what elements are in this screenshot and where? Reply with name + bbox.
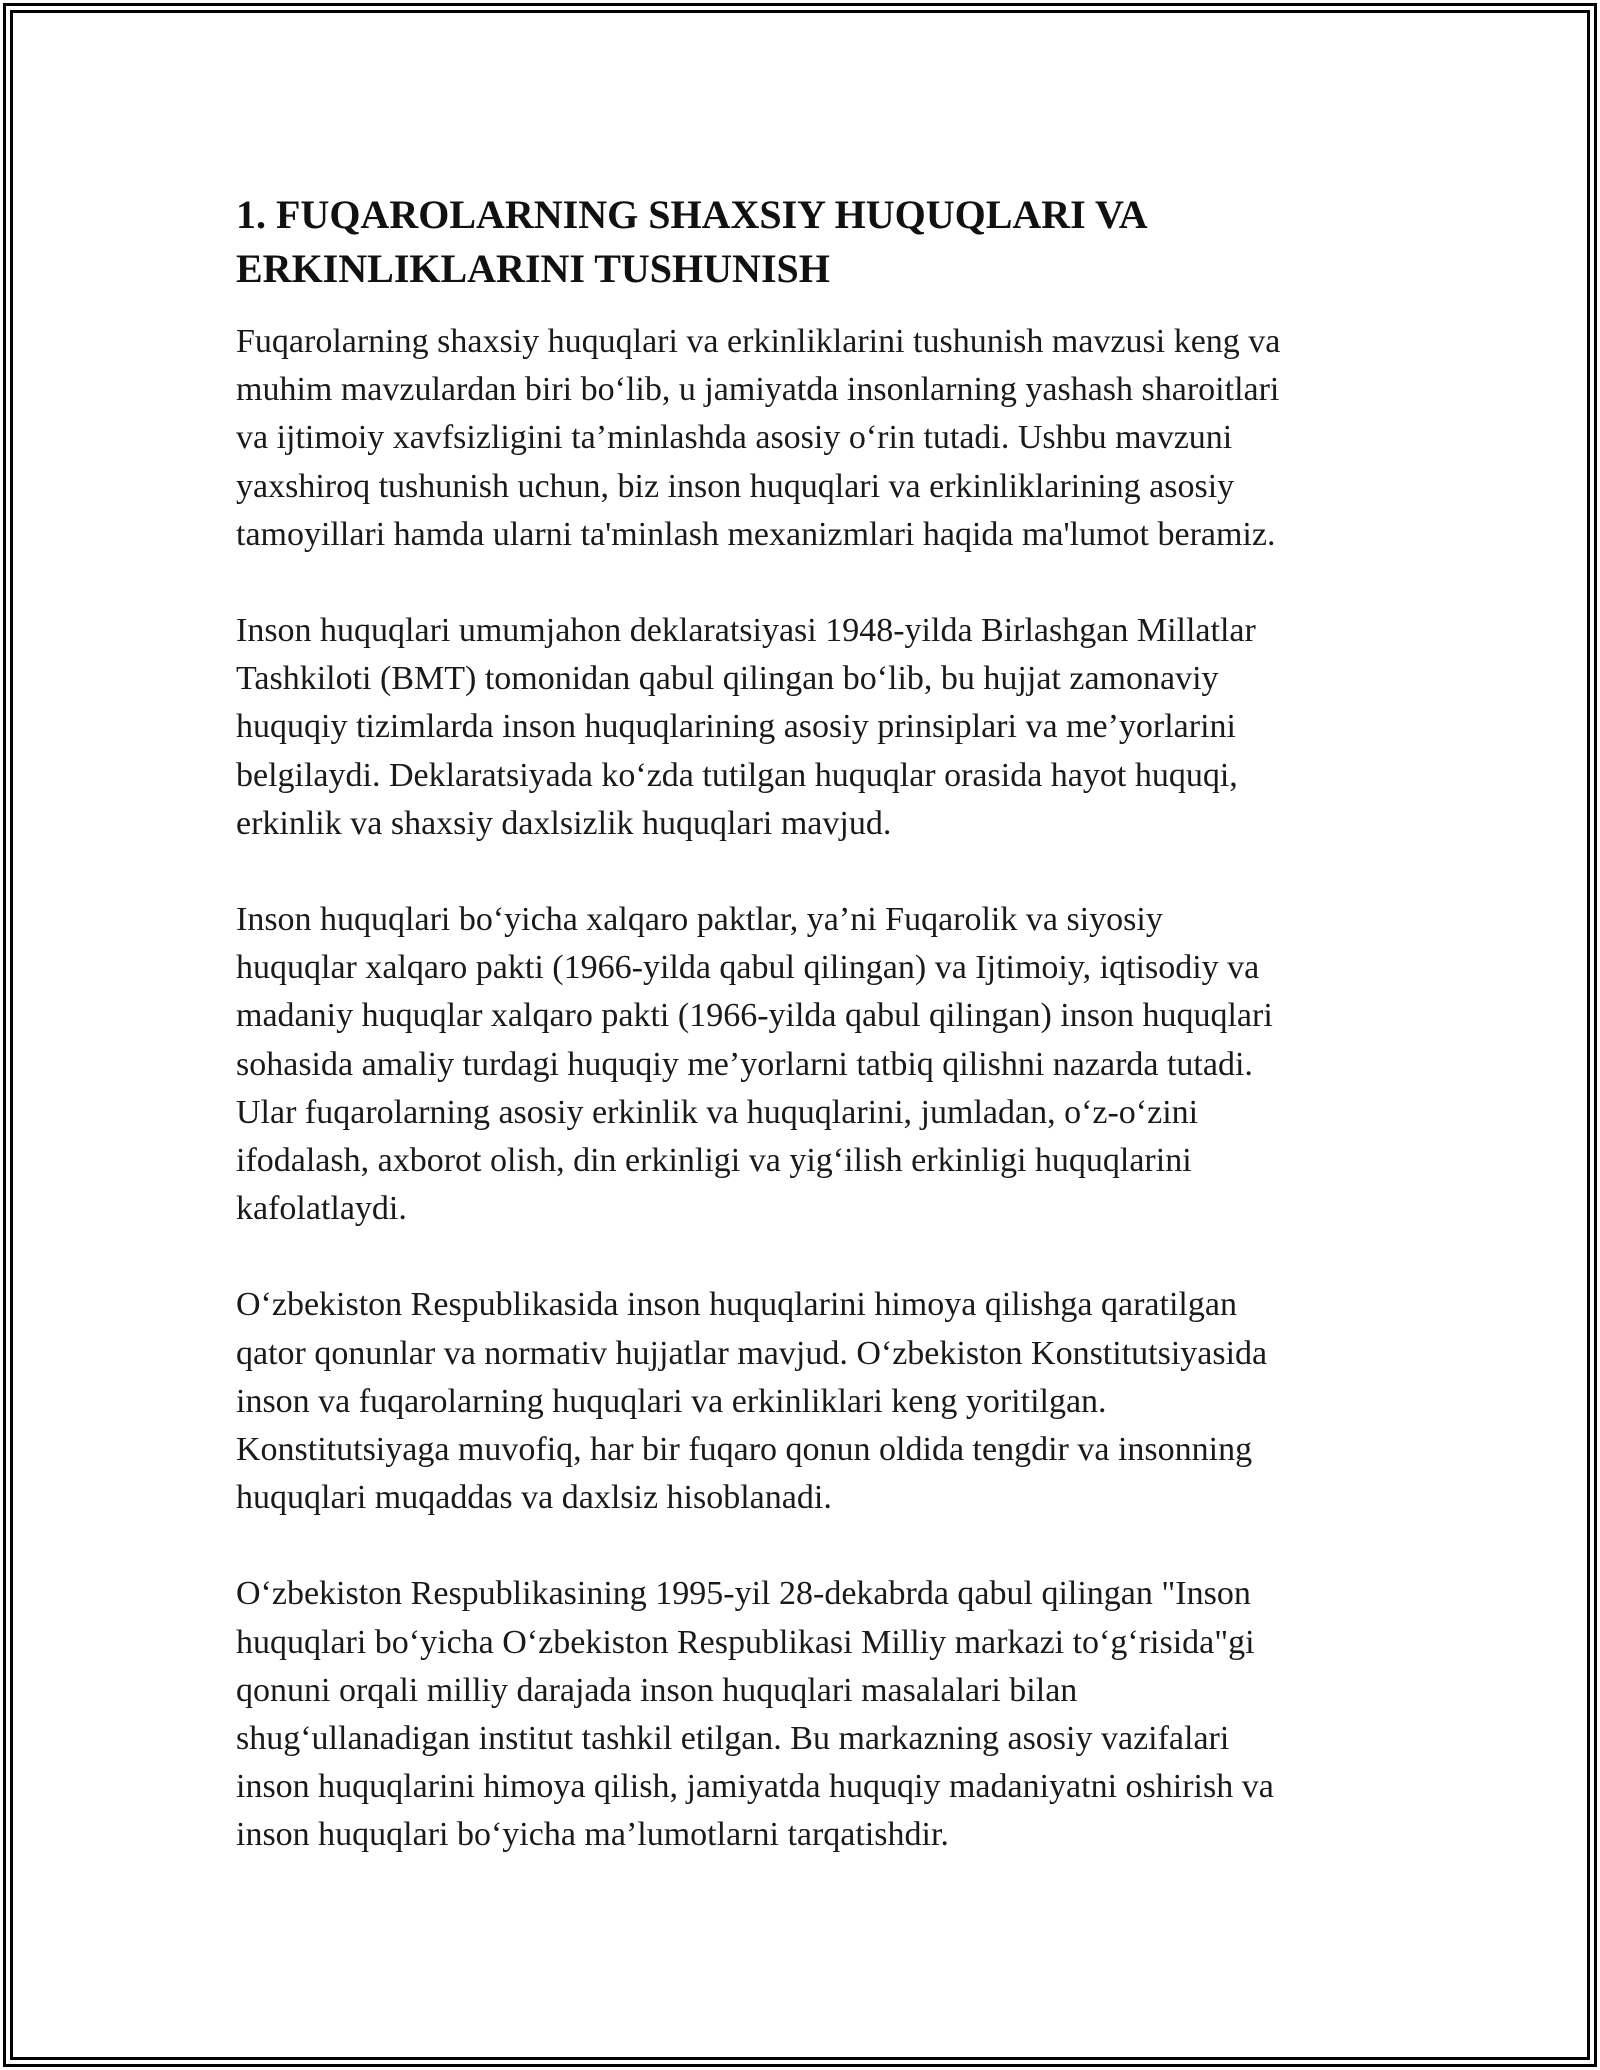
paragraph-line: va ijtimoiy xavfsizligini ta’minlashda asosiy o‘rin tutadi. Ushbu mavzuni bbox=[236, 419, 1233, 457]
paragraph-line: huquqiy tizimlarda inson huquqlarining asosiy prinsiplari va me’yorlarini bbox=[236, 708, 1236, 746]
paragraph-1 bbox=[236, 318, 1396, 559]
paragraph-line: erkinlik va shaxsiy daxlsizlik huquqlari mavjud. bbox=[236, 804, 892, 842]
paragraph-line: inson huquqlarini himoya qilish, jamiyatda huquqiy madaniyatni oshirish va bbox=[236, 1768, 1274, 1806]
paragraph-line: Inson huquqlari bo‘yicha xalqaro paktlar, ya’ni Fuqarolik va siyosiy bbox=[236, 901, 1163, 939]
paragraph-line: shug‘ullanadigan institut tashkil etilgan. Bu markazning asosiy vazifalari bbox=[236, 1720, 1230, 1758]
paragraph-line: kafolatlaydi. bbox=[236, 1190, 407, 1228]
paragraph-line: O‘zbekiston Respublikasida inson huquqlarini himoya qilishga qaratilgan bbox=[236, 1286, 1237, 1324]
paragraph-line: Fuqarolarning shaxsiy huquqlari va erkinliklarini tushunish mavzusi keng va bbox=[236, 323, 1281, 360]
heading-line-1: 1. FUQAROLARNING SHAXSIY HUQUQLARI VA bbox=[236, 192, 1148, 237]
paragraph-line: tamoyillari hamda ularni ta'minlash mexanizmlari haqida ma'lumot beramiz. bbox=[236, 515, 1276, 553]
paragraph-line: huquqlari muqaddas va daxlsiz hisoblanadi. bbox=[236, 1479, 832, 1517]
paragraph-line: belgilaydi. Deklaratsiyada ko‘zda tutilgan huquqlar orasida hayot huquqi, bbox=[236, 756, 1238, 794]
paragraph-line: qator qonunlar va normativ hujjatlar mavjud. O‘zbekiston Konstitutsiyasida bbox=[236, 1334, 1268, 1372]
paragraph-3 bbox=[236, 896, 1396, 1233]
paragraph-line: sohasida amaliy turdagi huquqiy me’yorlarni tatbiq qilishni nazarda tutadi. bbox=[236, 1045, 1253, 1083]
paragraph-line: muhim mavzulardan biri bo‘lib, u jamiyatda insonlarning yashash sharoitlari bbox=[236, 371, 1280, 409]
paragraph-line: qonuni orqali milliy darajada inson huquqlari masalalari bilan bbox=[236, 1671, 1078, 1709]
heading-line-2: ERKINLIKLARINI TUSHUNISH bbox=[236, 246, 830, 291]
paragraph-5 bbox=[236, 1570, 1396, 1859]
paragraph-line: yaxshiroq tushunish uchun, biz inson huquqlari va erkinliklarining asosiy bbox=[236, 467, 1235, 505]
document-content bbox=[236, 188, 1396, 1908]
paragraph-line: Konstitutsiyaga muvofiq, har bir fuqaro qonun oldida tengdir va insonning bbox=[236, 1431, 1253, 1469]
paragraph-line: Tashkiloti (BMT) tomonidan qabul qilingan bo‘lib, bu hujjat zamonaviy bbox=[236, 660, 1219, 698]
paragraph-line: huquqlari bo‘yicha O‘zbekiston Respublikasi Milliy markazi to‘g‘risida"gi bbox=[236, 1623, 1255, 1661]
paragraph-line: O‘zbekiston Respublikasining 1995-yil 28-dekabrda qabul qilingan "Inson bbox=[236, 1575, 1251, 1613]
paragraph-line: Inson huquqlari umumjahon deklaratsiyasi 1948-yilda Birlashgan Millatlar bbox=[236, 612, 1256, 650]
paragraph-line: Ular fuqarolarning asosiy erkinlik va huquqlarini, jumladan, o‘z-o‘zini bbox=[236, 1093, 1199, 1131]
paragraph-line: inson va fuqarolarning huquqlari va erkinliklari keng yoritilgan. bbox=[236, 1382, 1107, 1420]
paragraph-line: ifodalash, axborot olish, din erkinligi va yig‘ilish erkinligi huquqlarini bbox=[236, 1142, 1192, 1180]
paragraph-4 bbox=[236, 1281, 1396, 1522]
section-heading bbox=[236, 188, 1396, 296]
paragraph-2 bbox=[236, 607, 1396, 848]
paragraph-line: inson huquqlari bo‘yicha ma’lumotlarni tarqatishdir. bbox=[236, 1816, 949, 1854]
paragraph-line: madaniy huquqlar xalqaro pakti (1966-yilda qabul qilingan) inson huquqlari bbox=[236, 997, 1273, 1035]
paragraph-line: huquqlar xalqaro pakti (1966-yilda qabul qilingan) va Ijtimoiy, iqtisodiy va bbox=[236, 949, 1260, 987]
